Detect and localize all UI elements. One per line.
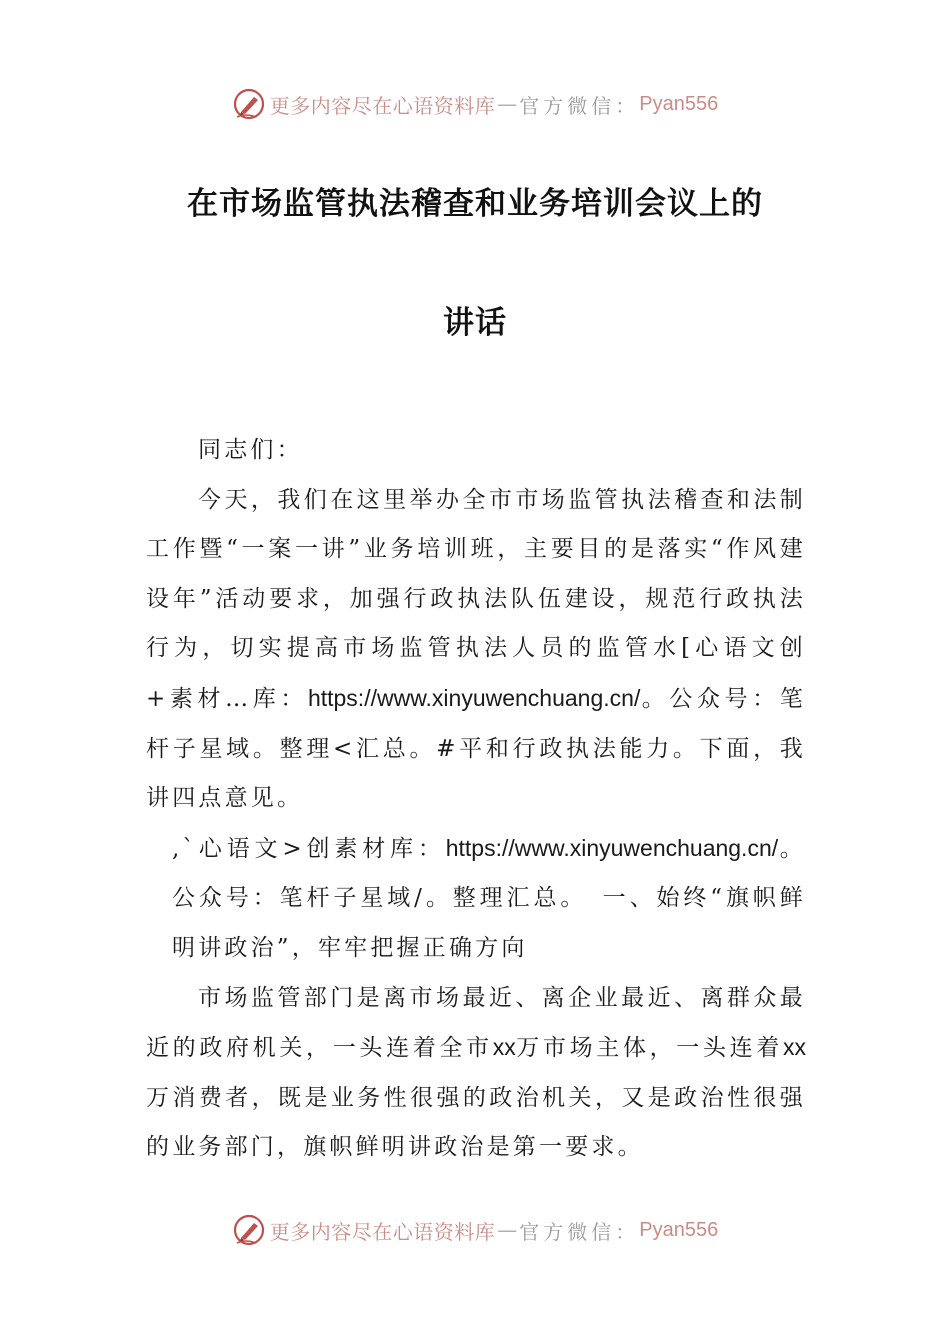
watermark-wechat-label: 官方微信： (519, 1219, 640, 1244)
document-title-line1: 在市场监管执法稽查和业务培训会议上的 (187, 186, 763, 222)
watermark-wechat-id: Pyan556 (639, 1218, 719, 1241)
watermark-site-text: 更多内容尽在心语资料库 (269, 93, 496, 118)
document-title-line2: 讲话 (443, 305, 507, 341)
paragraph-3-text-b: 万市场主体，一头连着 (515, 1035, 784, 1062)
watermark-wechat-id: Pyan556 (639, 92, 719, 115)
pen-logo-icon (232, 1213, 266, 1247)
paragraph-3-text-c: 万消费者，既是业务性很强的政治机关，又是政治性很强的业务部门，旗帜鲜明讲政治是第一要求。 (146, 1084, 806, 1161)
paragraph-3-xx-1: xx (492, 1034, 516, 1061)
paragraph-3 (146, 974, 806, 1173)
paragraph-2-text-a: ,`心语文>创素材库： (172, 835, 446, 862)
salutation: 同志们： (198, 437, 303, 463)
watermark-banner-top (0, 84, 950, 124)
paragraph-1-text-a: 今天，我们在这里举办全市市场监管执法稽查和法制工作暨“一案一讲”业务培训班，主要目的是落实“作风建设年”活动要求，加强行政执法队伍建设，规范行政执法行为，切实提高市场监管执法人员的监管水[心语文创+素材…库： (146, 486, 806, 712)
paragraph-1-url: https://www.xinyuwenchuang.cn/ (307, 684, 641, 711)
paragraph-2-url: https://www.xinyuwenchuang.cn/ (445, 834, 779, 861)
paragraph-2-text-b: 。公众号：笔杆子星域/。整理汇总。 一、始终“旗帜鲜明讲政治”，牢牢把握正确方向 (172, 835, 806, 961)
document-body (146, 426, 806, 1173)
pen-logo-icon (232, 87, 266, 121)
paragraph-3-text-a: 市场监管部门是离市场最近、离企业最近、离群众最近的政府机关，一头连着全市 (146, 984, 806, 1062)
paragraph-2 (146, 824, 806, 974)
paragraph-1-text-b: 。公众号：笔杆子星域。整理<汇总。#平和行政执法能力。下面，我讲四点意见。 (146, 685, 806, 812)
paragraph-1 (146, 476, 806, 824)
watermark-dash: — (497, 92, 518, 116)
watermark-dash: — (497, 1218, 518, 1242)
paragraph-3-xx-2: xx (783, 1034, 807, 1061)
watermark-banner-bottom (0, 1210, 950, 1250)
watermark-wechat-label: 官方微信： (519, 93, 640, 118)
watermark-site-text: 更多内容尽在心语资料库 (269, 1219, 496, 1244)
